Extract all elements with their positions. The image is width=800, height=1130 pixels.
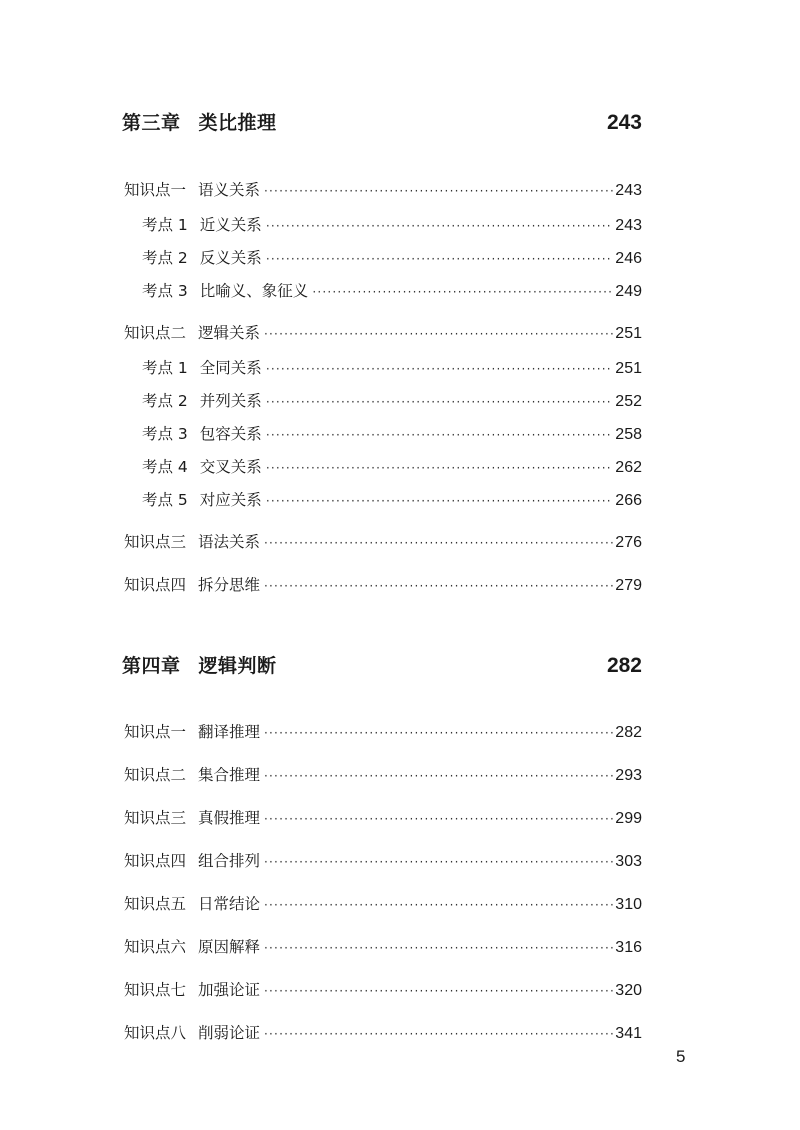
entry-title: 全同关系 — [199, 359, 262, 377]
dot-leader — [266, 219, 613, 233]
dot-leader — [264, 898, 613, 912]
entry-title: 语法关系 — [198, 533, 261, 551]
entry-label: 考点 2 — [142, 249, 188, 267]
entry-title: 并列关系 — [199, 392, 262, 410]
entry-label: 知识点六 — [124, 938, 187, 956]
dot-leader — [266, 428, 613, 442]
toc-entry[interactable] — [142, 279, 642, 301]
entry-title: 削弱论证 — [198, 1024, 261, 1042]
entry-page-number: 320 — [615, 982, 642, 999]
entry-title: 近义关系 — [199, 216, 262, 234]
toc-entry[interactable] — [124, 892, 642, 914]
entry-label: 考点 1 — [142, 216, 188, 234]
entry-page-number: 252 — [615, 393, 642, 410]
entry-title: 原因解释 — [198, 938, 261, 956]
entry-page-number: 279 — [615, 577, 642, 594]
entry-label: 知识点七 — [124, 981, 187, 999]
entry-title: 逻辑关系 — [198, 324, 261, 342]
chapter-heading — [122, 651, 642, 678]
entry-page-number: 266 — [615, 492, 642, 509]
entry-title: 比喻义、象征义 — [199, 282, 309, 300]
chapter-page-number: 243 — [606, 111, 642, 134]
entry-label: 知识点二 — [124, 766, 187, 784]
entry-page-number: 310 — [615, 896, 642, 913]
toc-entry[interactable] — [142, 389, 642, 411]
toc-entry[interactable] — [142, 246, 642, 268]
entry-label: 考点 1 — [142, 359, 188, 377]
toc-entry[interactable] — [124, 720, 642, 742]
entry-page-number: 299 — [615, 810, 642, 827]
entry-title: 包容关系 — [199, 425, 262, 443]
toc-entry[interactable] — [124, 978, 642, 1000]
dot-leader — [264, 812, 613, 826]
entry-title: 日常结论 — [198, 895, 261, 913]
dot-leader — [264, 184, 613, 198]
entry-page-number: 276 — [615, 534, 642, 551]
chapter-number: 第三章 — [122, 112, 181, 134]
toc-entry[interactable] — [124, 935, 642, 957]
dot-leader — [264, 984, 613, 998]
dot-leader — [264, 536, 613, 550]
chapter-name: 逻辑判断 — [198, 655, 277, 677]
entry-title: 真假推理 — [198, 809, 261, 827]
entry-page-number: 251 — [615, 325, 642, 342]
dot-leader — [264, 769, 613, 783]
entry-label: 考点 2 — [142, 392, 188, 410]
dot-leader — [264, 327, 613, 341]
dot-leader — [264, 941, 613, 955]
entry-title: 翻译推理 — [198, 723, 261, 741]
toc-entry[interactable] — [142, 455, 642, 477]
dot-leader — [264, 726, 613, 740]
entry-page-number: 262 — [615, 459, 642, 476]
toc-entry[interactable] — [124, 178, 642, 200]
dot-leader — [266, 362, 613, 376]
entry-page-number: 258 — [615, 426, 642, 443]
entry-page-number: 303 — [615, 853, 642, 870]
entry-label: 知识点二 — [124, 324, 187, 342]
entry-title: 拆分思维 — [198, 576, 261, 594]
entry-title: 组合排列 — [198, 852, 261, 870]
toc-entry[interactable] — [124, 849, 642, 871]
toc-entry[interactable] — [124, 573, 642, 595]
dot-leader — [266, 494, 613, 508]
entry-page-number: 243 — [615, 217, 642, 234]
dot-leader — [266, 461, 613, 475]
entry-label: 考点 4 — [142, 458, 188, 476]
entry-page-number: 243 — [615, 182, 642, 199]
dot-leader — [312, 285, 613, 299]
chapter-heading — [122, 108, 642, 135]
entry-label: 考点 3 — [142, 425, 188, 443]
page-number: 5 — [676, 1047, 686, 1066]
dot-leader — [264, 579, 613, 593]
toc-entry[interactable] — [124, 763, 642, 785]
entry-label: 知识点三 — [124, 533, 187, 551]
toc-entry[interactable] — [124, 530, 642, 552]
chapter-number: 第四章 — [122, 655, 181, 677]
entry-label: 知识点一 — [124, 181, 187, 199]
toc-entry[interactable] — [124, 1021, 642, 1043]
toc-entry[interactable] — [124, 806, 642, 828]
toc-entry[interactable] — [142, 213, 642, 235]
entry-label: 知识点五 — [124, 895, 187, 913]
entry-page-number: 282 — [615, 724, 642, 741]
entry-title: 对应关系 — [199, 491, 262, 509]
entry-page-number: 249 — [615, 283, 642, 300]
entry-label: 考点 5 — [142, 491, 188, 509]
entry-label: 知识点四 — [124, 576, 187, 594]
toc-entry[interactable] — [142, 488, 642, 510]
entry-label: 知识点一 — [124, 723, 187, 741]
entry-title: 语义关系 — [198, 181, 261, 199]
chapter-title — [122, 108, 277, 135]
chapter-title — [122, 651, 277, 678]
entry-title: 交叉关系 — [199, 458, 262, 476]
entry-label: 知识点八 — [124, 1024, 187, 1042]
entry-page-number: 341 — [615, 1025, 642, 1042]
entry-title: 反义关系 — [199, 249, 262, 267]
entry-page-number: 251 — [615, 360, 642, 377]
dot-leader — [266, 395, 613, 409]
toc-entry[interactable] — [124, 321, 642, 343]
chapter-name: 类比推理 — [198, 112, 277, 134]
dot-leader — [266, 252, 613, 266]
entry-page-number: 246 — [615, 250, 642, 267]
entry-title: 集合推理 — [198, 766, 261, 784]
entry-label: 考点 3 — [142, 282, 188, 300]
entry-page-number: 316 — [615, 939, 642, 956]
entry-label: 知识点三 — [124, 809, 187, 827]
entry-title: 加强论证 — [198, 981, 261, 999]
dot-leader — [264, 855, 613, 869]
entry-page-number: 293 — [615, 767, 642, 784]
toc-entry[interactable] — [142, 356, 642, 378]
toc-entry[interactable] — [142, 422, 642, 444]
entry-label: 知识点四 — [124, 852, 187, 870]
dot-leader — [264, 1027, 613, 1041]
chapter-page-number: 282 — [606, 654, 642, 677]
